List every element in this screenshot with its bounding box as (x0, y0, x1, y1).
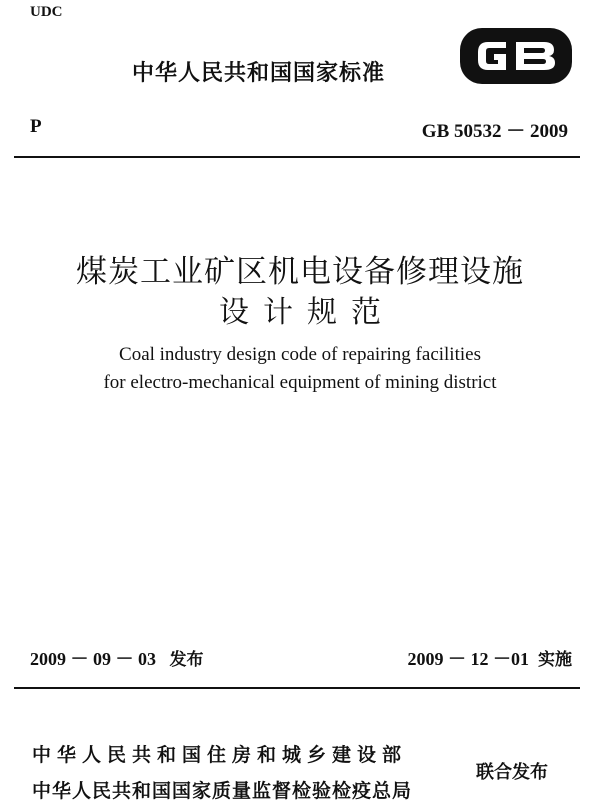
udc-label: UDC (30, 4, 63, 20)
issue-label: 发布 (169, 650, 204, 670)
issuer-ministry-housing: 中华人民共和国住房和城乡建设部 (32, 744, 408, 766)
issue-date: 2009 － 09 － 03 (30, 649, 156, 669)
gb-logo (458, 26, 574, 86)
title-english-line1: Coal industry design code of repairing facilities (119, 344, 481, 365)
title-chinese-line1: 煤炭工业矿区机电设备修理设施 (76, 254, 524, 290)
top-divider (14, 156, 580, 158)
effective-date: 2009 － 12 －01 (407, 649, 529, 669)
issue-date-block (30, 645, 204, 671)
effective-date-block (408, 645, 573, 671)
joint-issue-label: 联合发布 (476, 762, 548, 783)
bottom-divider (14, 687, 580, 689)
issuer-aqsiq: 中华人民共和国国家质量监督检验检疫总局 (32, 780, 413, 802)
classification-code: P (30, 116, 42, 137)
gb-logo-icon (458, 26, 574, 86)
title-chinese-line2: 设计规范 (219, 295, 395, 330)
title-english-line2: for electro-mechanical equipment of mining district (103, 372, 497, 393)
standard-number: GB 50532 － 2009 (421, 121, 568, 142)
national-standard-heading: 中华人民共和国国家标准 (132, 61, 386, 86)
effective-label: 实施 (538, 650, 572, 670)
